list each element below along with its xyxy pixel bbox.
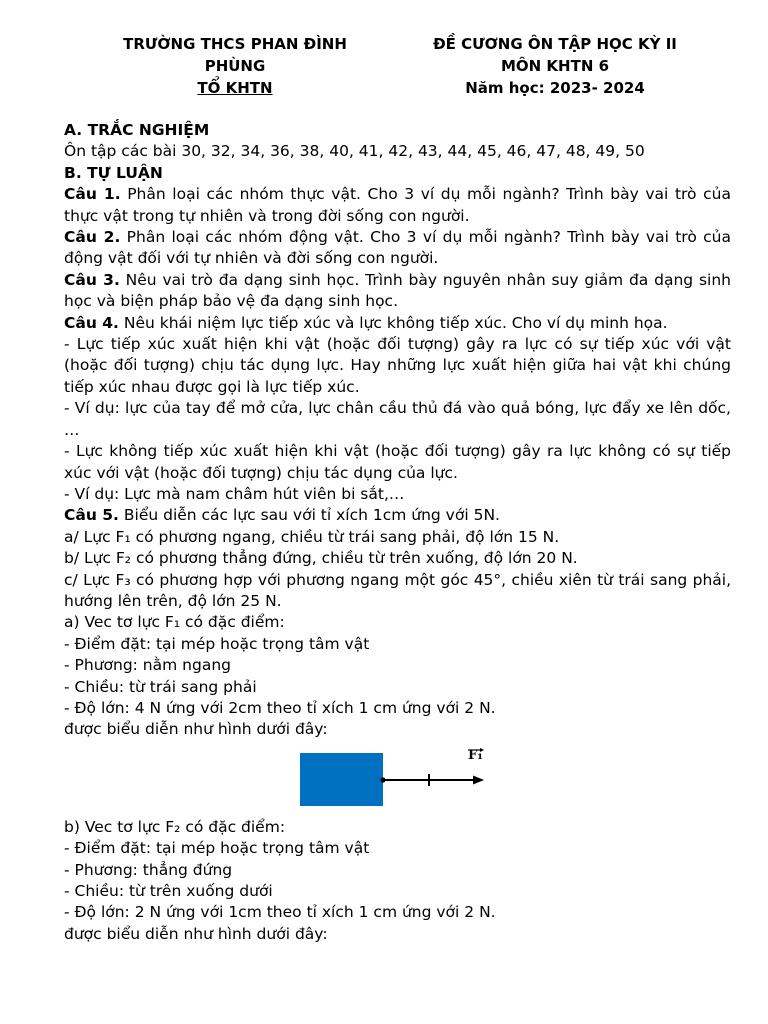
question-5-part-a: a/ Lực F₁ có phương ngang, chiều từ trái sang phải, độ lớn 15 N. [64,527,560,546]
question-4-contact-example: - Ví dụ: lực của tay để mở cửa, lực chân cầu thủ đá vào quả bóng, lực đẩy xe lên dốc, … [64,399,731,439]
answer-b-direction: - Phương: thẳng đứng [64,860,233,879]
force-f1-figure [64,745,731,811]
answer-a-heading: a) Vec tơ lực F₁ có đặc điểm: [64,613,285,632]
question-1 [64,184,731,227]
department-name: TỔ KHTN [197,79,273,97]
school-name-line2: PHÙNG [204,57,266,75]
answer-a-figure-caption: được biểu diễn như hình dưới đây: [64,720,328,739]
answer-b-point: - Điểm đặt: tại mép hoặc trọng tâm vật [64,839,370,858]
document-body [64,120,731,945]
arrow-head [473,775,484,784]
document-title: ĐỀ CƯƠNG ÔN TẬP HỌC KỲ II [433,35,677,53]
school-year: Năm học: 2023- 2024 [465,79,645,97]
question-5-label: Câu 5. [64,506,119,525]
force-f1-arrow [64,745,731,811]
answer-b-magnitude: - Độ lớn: 2 N ứng với 1cm theo tỉ xích 1 cm ứng với 2 N. [64,903,496,922]
answer-a-direction: - Phương: nằm ngang [64,656,231,675]
question-4-label: Câu 4. [64,313,119,332]
question-4-noncontact-example: - Ví dụ: Lực mà nam châm hút viên bi sắt,… [64,484,405,503]
question-5 [64,505,731,526]
question-5-text: Biểu diễn các lực sau với tỉ xích 1cm ứng với 5N. [118,506,500,525]
question-1-label: Câu 1. [64,185,121,204]
question-2-text: Phân loại các nhóm động vật. Cho 3 ví dụ mỗi ngành? Trình bày vai trò của động vật đối với tự nhiên và đời sống con người. [64,228,731,268]
question-1-text: Phân loại các nhóm thực vật. Cho 3 ví dụ mỗi ngành? Trình bày vai trò của thực vật trong tự nhiên và trong đời sống con người. [64,185,731,225]
section-b-heading: B. TỰ LUẬN [64,163,163,182]
question-4-text: Nêu khái niệm lực tiếp xúc và lực không tiếp xúc. Cho ví dụ minh họa. [118,313,668,332]
question-3-label: Câu 3. [64,270,120,289]
question-4-noncontact-force: - Lực không tiếp xúc xuất hiện khi vật (hoặc đối tượng) gây ra lực không có sự tiếp xúc với vật (hoặc đối tượng) chịu tác dụng của lực. [64,442,731,482]
answer-b-heading: b) Vec tơ lực F₂ có đặc điểm: [64,817,286,836]
application-point [380,777,385,782]
answer-b-figure-caption: được biểu diễn như hình dưới đây: [64,924,328,943]
school-header [90,33,380,99]
answer-b-sense: - Chiều: từ trên xuống dưới [64,882,273,900]
question-2 [64,227,731,270]
question-5-part-b: b/ Lực F₂ có phương thẳng đứng, chiều từ trên xuống, độ lớn 20 N. [64,549,578,568]
section-a-text: Ôn tập các bài 30, 32, 34, 36, 38, 40, 41, 42, 43, 44, 45, 46, 47, 48, 49, 50 [64,142,645,161]
question-5-part-c: c/ Lực F₃ có phương hợp với phương ngang một góc 45°, chiều xiên từ trái sang phải, hướng lên trên, độ lớn 25 N. [64,570,731,610]
document-title-header [395,33,715,99]
answer-a-point: - Điểm đặt: tại mép hoặc trọng tâm vật [64,634,370,653]
question-3 [64,270,731,313]
answer-a-magnitude: - Độ lớn: 4 N ứng với 2cm theo tỉ xích 1 cm ứng với 2 N. [64,698,496,717]
question-4-contact-force: - Lực tiếp xúc xuất hiện khi vật (hoặc đối tượng) gây ra lực có sự tiếp xúc với vật (hoặc đối tượng) chịu tác dụng lực. Hay những lực xuất hiện giữa hai vật khi chúng tiếp xúc nhau được gọi là lực tiếp xúc. [64,335,731,396]
section-a-heading: A. TRẮC NGHIỆM [64,121,210,139]
subject-title: MÔN KHTN 6 [500,57,610,75]
answer-a-sense: - Chiều: từ trái sang phải [64,677,257,696]
question-2-label: Câu 2. [64,228,121,247]
question-4 [64,313,731,334]
school-name-line1: TRƯỜNG THCS PHAN ĐÌNH [123,35,347,53]
question-3-text: Nêu vai trò đa dạng sinh học. Trình bày nguyên nhân suy giảm đa dạng sinh học và biện pháp bảo vệ đa dạng sinh học. [64,270,731,311]
force-f1-label: F₁ [468,747,483,763]
